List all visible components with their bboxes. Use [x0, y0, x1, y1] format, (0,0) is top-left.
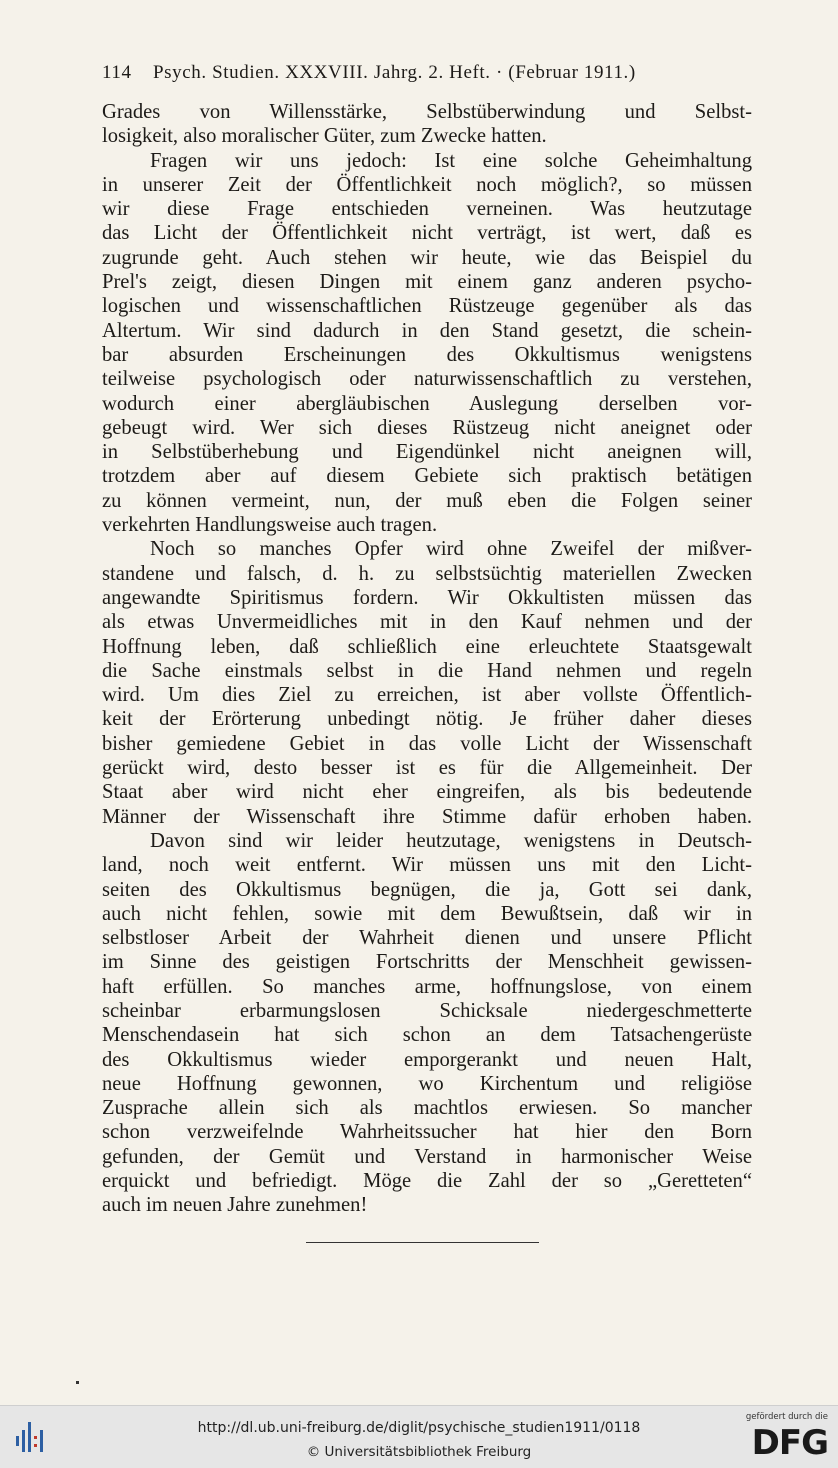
- text-line: gerückt wird, desto besser ist es für die Allgemeinheit. Der: [102, 757, 752, 780]
- text-line: die Sache einstmals selbst in die Hand nehmen und regeln: [102, 659, 752, 682]
- copyright-notice: © Universitätsbibliothek Freiburg: [306, 1444, 532, 1460]
- text-line: wird. Um dies Ziel zu erreichen, ist aber vollste Öffentlich-: [102, 684, 752, 707]
- text-line: erquickt und befriedigt. Möge die Zahl der so „Geretteten“: [102, 1170, 752, 1193]
- text-line: schon verzweifelnde Wahrheitssucher hat hier den Born: [102, 1121, 752, 1144]
- text-line: das Licht der Öffentlichkeit nicht verträgt, ist wert, daß es: [102, 222, 752, 245]
- text-line: zugrunde geht. Auch stehen wir heute, wie das Beispiel du: [102, 246, 752, 269]
- text-line: Prel's zeigt, diesen Dingen mit einem ganz anderen psycho-: [102, 271, 752, 294]
- end-rule: [306, 1242, 539, 1243]
- dfg-logo: DFG: [751, 1423, 828, 1463]
- text-line: Zusprache allein sich als machtlos erwiesen. So mancher: [102, 1097, 752, 1120]
- text-line: land, noch weit entfernt. Wir müssen uns mit den Licht-: [102, 854, 752, 877]
- text-line: bar absurden Erscheinungen des Okkultismus wenigstens: [102, 343, 752, 366]
- text-line: in Selbstüberhebung und Eigendünkel nicht aneignen will,: [102, 441, 752, 464]
- page-number: 114: [102, 62, 132, 83]
- text-line: keit der Erörterung unbedingt nötig. Je früher daher dieses: [102, 708, 752, 731]
- text-line: seiten des Okkultismus begnügen, die ja, Gott sei dank,: [102, 878, 752, 901]
- text-line: wodurch einer abergläubischen Auslegung derselben vor-: [102, 392, 752, 415]
- text-line: als etwas Unvermeidliches mit in den Kauf nehmen und der: [102, 611, 752, 634]
- dfg-caption: gefördert durch die: [745, 1412, 828, 1422]
- text-line: auch nicht fehlen, sowie mit dem Bewußtsein, daß wir in: [102, 902, 752, 925]
- text-line: Davon sind wir leider heutzutage, wenigstens in Deutsch-: [150, 829, 752, 852]
- text-line: angewandte Spiritismus fordern. Wir Okkultisten müssen das: [102, 586, 752, 609]
- text-line: des Okkultismus wieder emporgerankt und neuen Halt,: [102, 1048, 752, 1071]
- text-line: Noch so manches Opfer wird ohne Zweifel der mißver-: [150, 538, 752, 561]
- text-line: gebeugt wird. Wer sich dieses Rüstzeug nicht aneignet oder: [102, 416, 752, 439]
- text-line: Hoffnung leben, daß schließlich eine erleuchtete Staatsgewalt: [102, 635, 752, 658]
- text-line: zu können vermeint, nun, der muß eben die Folgen seiner: [102, 489, 752, 512]
- text-line: haft erfüllen. So manches arme, hoffnungslose, von einem: [102, 975, 752, 998]
- running-header: [102, 62, 752, 84]
- text-line: standene und falsch, d. h. zu selbstsüchtig materiellen Zwecken: [102, 562, 752, 585]
- text-line: scheinbar erbarmungslosen Schicksale niedergeschmetterte: [102, 999, 752, 1022]
- text-line: logischen und wissenschaftlichen Rüstzeuge gegenüber als das: [102, 295, 752, 318]
- body-text: [102, 100, 752, 1218]
- text-line: Altertum. Wir sind dadurch in den Stand gesetzt, die schein-: [102, 319, 752, 342]
- scan-speck: [76, 1381, 79, 1384]
- text-line: auch im neuen Jahre zunehmen!: [102, 1194, 368, 1217]
- text-line: verkehrten Handlungsweise auch tragen.: [102, 514, 438, 537]
- text-line: Menschendasein hat sich schon an dem Tatsachengerüste: [102, 1024, 752, 1047]
- permalink-url[interactable]: http://dl.ub.uni-freiburg.de/diglit/psychische_studien1911/0118: [197, 1420, 641, 1436]
- text-line: teilweise psychologisch oder naturwissenschaftlich zu verstehen,: [102, 368, 752, 391]
- running-title: Psych. Studien. XXXVIII. Jahrg. 2. Heft. · (Februar 1911.): [153, 62, 636, 83]
- text-line: gefunden, der Gemüt und Verstand in harmonischer Weise: [102, 1145, 752, 1168]
- text-line: Grades von Willensstärke, Selbstüberwindung und Selbst-: [102, 101, 752, 123]
- text-line: im Sinne des geistigen Fortschritts der Menschheit gewissen-: [102, 951, 752, 974]
- text-line: losigkeit, also moralischer Güter, zum Zwecke hatten.: [102, 125, 547, 148]
- text-line: bisher gemiedene Gebiet in das volle Licht der Wissenschaft: [102, 732, 752, 755]
- text-line: Männer der Wissenschaft ihre Stimme dafür erhoben haben.: [102, 805, 752, 828]
- text-line: Fragen wir uns jedoch: Ist eine solche Geheimhaltung: [150, 149, 752, 172]
- text-line: in unserer Zeit der Öffentlichkeit noch möglich?, so müssen: [102, 173, 752, 196]
- text-line: wir diese Frage entschieden verneinen. Was heutzutage: [102, 198, 752, 221]
- text-line: neue Hoffnung gewonnen, wo Kirchentum und religiöse: [102, 1072, 752, 1095]
- viewer-footer: [0, 1405, 838, 1468]
- text-line: Staat aber wird nicht eher eingreifen, als bis bedeutende: [102, 781, 752, 804]
- text-line: trotzdem aber auf diesem Gebiete sich praktisch betätigen: [102, 465, 752, 488]
- text-line: selbstloser Arbeit der Wahrheit dienen und unsere Pflicht: [102, 927, 752, 950]
